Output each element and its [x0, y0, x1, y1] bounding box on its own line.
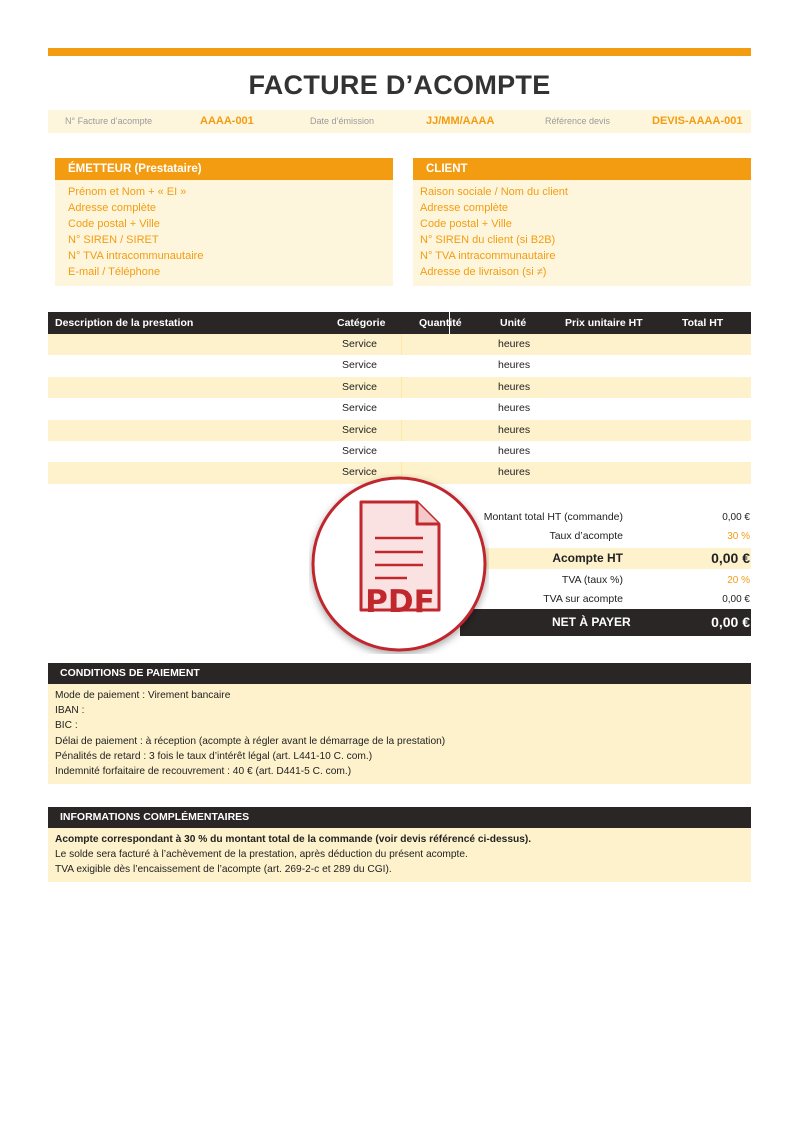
row-category: Service	[342, 466, 378, 479]
page-title: FACTURE D’ACOMPTE	[248, 70, 551, 100]
payment-section	[48, 684, 751, 784]
invoice-number: AAAA-001	[200, 115, 254, 127]
order-total-value: 0,00 €	[722, 512, 750, 523]
pdf-badge[interactable]	[309, 474, 489, 654]
payment-terms: Délai de paiement : à réception (acompte à régler avant le démarrage de la prestation)	[55, 735, 446, 747]
deposit-ht-value: 0,00 €	[711, 550, 750, 566]
payment-bic: BIC :	[55, 720, 78, 732]
issuer-vat: N° TVA intracommunautaire	[68, 250, 204, 262]
issue-date: JJ/MM/AAAA	[426, 115, 495, 127]
table-row	[48, 334, 751, 355]
col-quantity: Quantité	[419, 317, 462, 329]
top-accent-bar	[48, 48, 751, 56]
client-city: Code postal + Ville	[420, 218, 512, 230]
table-row	[48, 398, 751, 419]
info-vat-note: TVA exigible dès l’encaissement de l’acompte (art. 269-2-c et 289 du CGI).	[55, 864, 392, 876]
info-section-title: INFORMATIONS COMPLÉMENTAIRES	[48, 807, 751, 828]
row-unit: heures	[498, 423, 531, 436]
issue-date-label: Date d’émission	[310, 116, 375, 126]
deposit-rate-value: 30 %	[727, 531, 750, 542]
issuer-address: Adresse complète	[68, 202, 157, 214]
deposit-rate-label: Taux d’acompte	[549, 530, 623, 542]
row-category: Service	[342, 402, 378, 415]
row-category: Service	[342, 445, 378, 457]
issuer-siren: N° SIREN / SIRET	[68, 234, 159, 246]
issuer-city: Code postal + Ville	[68, 218, 160, 230]
client-name: Raison sociale / Nom du client	[420, 186, 568, 198]
quote-ref: DEVIS-AAAA-001	[652, 115, 743, 127]
client-box-title: CLIENT	[413, 158, 751, 180]
row-category: Service	[342, 380, 378, 393]
issuer-name: Prénom et Nom + « EI »	[68, 186, 187, 198]
vat-rate-value: 20 %	[727, 575, 750, 586]
payment-iban: IBAN :	[55, 705, 85, 717]
pdf-badge-text: PDF	[365, 584, 435, 620]
row-unit: heures	[498, 338, 531, 350]
vat-amount-value: 0,00 €	[722, 594, 750, 605]
quote-ref-label: Référence devis	[545, 116, 611, 126]
info-balance-note: Le solde sera facturé à l’achèvement de la prestation, après déduction du présent acompte.	[55, 849, 468, 861]
payment-section-title: CONDITIONS DE PAIEMENT	[48, 663, 751, 684]
client-vat: N° TVA intracommunautaire	[420, 250, 556, 262]
client-address: Adresse complète	[420, 202, 509, 214]
row-unit: heures	[498, 445, 531, 457]
vat-amount-label: TVA sur acompte	[543, 593, 623, 605]
row-unit: heures	[498, 466, 531, 479]
info-deposit-note: Acompte correspondant à 30 % du montant total de la commande (voir devis référencé ci-dessus).	[55, 834, 532, 845]
col-category: Catégorie	[337, 317, 386, 329]
items-table-header	[48, 312, 751, 334]
col-unit-price: Prix unitaire HT	[565, 317, 643, 329]
row-category: Service	[342, 338, 378, 350]
client-siren: N° SIREN du client (si B2B)	[420, 234, 556, 246]
net-to-pay-row	[460, 609, 751, 636]
table-row	[48, 420, 751, 441]
vat-rate-label: TVA (taux %)	[561, 574, 623, 586]
net-to-pay-label: NET À PAYER	[552, 615, 631, 629]
invoice-meta-bar	[48, 110, 751, 133]
col-description: Description de la prestation	[55, 317, 194, 329]
row-category: Service	[342, 423, 378, 436]
col-unit: Unité	[500, 317, 527, 329]
issuer-box	[55, 180, 393, 286]
order-total-label: Montant total HT (commande)	[483, 511, 623, 523]
row-unit: heures	[498, 380, 531, 393]
deposit-ht-label: Acompte HT	[552, 551, 623, 565]
table-row	[48, 441, 751, 462]
col-total: Total HT	[682, 317, 724, 329]
table-row	[48, 377, 751, 398]
info-section	[48, 828, 751, 882]
issuer-box-title: ÉMETTEUR (Prestataire)	[55, 158, 393, 180]
payment-method: Mode de paiement : Virement bancaire	[55, 690, 231, 701]
late-penalties: Pénalités de retard : 3 fois le taux d’intérêt légal (art. L441-10 C. com.)	[55, 750, 373, 762]
client-delivery-address: Adresse de livraison (si ≠)	[420, 266, 547, 278]
net-to-pay-value: 0,00 €	[711, 614, 750, 630]
issuer-contact: E-mail / Téléphone	[68, 266, 161, 278]
invoice-number-label: N° Facture d’acompte	[65, 116, 153, 126]
client-box	[413, 180, 751, 286]
pdf-file-icon	[309, 474, 489, 654]
row-category: Service	[342, 359, 378, 372]
table-row	[48, 355, 751, 376]
recovery-fee: Indemnité forfaitaire de recouvrement : 40 € (art. D441-5 C. com.)	[55, 766, 352, 778]
row-unit: heures	[498, 402, 531, 415]
row-unit: heures	[498, 359, 531, 372]
